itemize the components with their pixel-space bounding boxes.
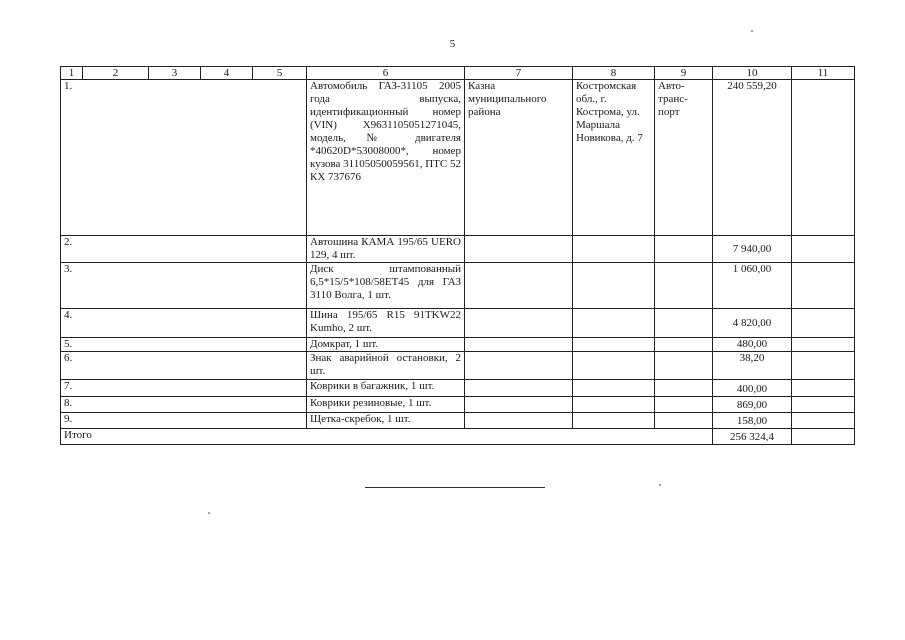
- column-header: 11: [792, 67, 855, 80]
- item-amount: 38,20: [713, 352, 792, 380]
- table-row: [61, 338, 855, 352]
- column-header: 9: [655, 67, 713, 80]
- column-header: 4: [201, 67, 253, 80]
- empty-cell: [573, 338, 655, 352]
- row-number: 6.: [61, 352, 307, 380]
- table-row: [61, 236, 855, 263]
- row-number: 7.: [61, 380, 307, 397]
- table-row: [61, 80, 855, 236]
- total-row: [61, 429, 855, 445]
- scan-speck: [659, 484, 661, 486]
- item-address: Костромская обл., г. Кострома, ул. Маршала Новикова, д. 7: [573, 80, 655, 236]
- row-number: 1.: [61, 80, 307, 236]
- empty-cell: [792, 429, 855, 445]
- column-header: 6: [307, 67, 465, 80]
- empty-cell: [792, 380, 855, 397]
- item-description: Шина 195/65 R15 91TKW22 Kumho, 2 шт.: [307, 309, 465, 338]
- column-header: 7: [465, 67, 573, 80]
- empty-cell: [465, 352, 573, 380]
- empty-cell: [655, 309, 713, 338]
- empty-cell: [465, 236, 573, 263]
- item-amount: 158,00: [713, 413, 792, 429]
- empty-cell: [465, 413, 573, 429]
- empty-cell: [573, 380, 655, 397]
- property-table: [60, 66, 855, 445]
- page-number: 5: [449, 38, 456, 50]
- empty-cell: [573, 236, 655, 263]
- item-amount: 869,00: [713, 397, 792, 413]
- item-description: Коврики резиновые, 1 шт.: [307, 397, 465, 413]
- scan-speck: [208, 512, 210, 514]
- empty-cell: [573, 352, 655, 380]
- empty-cell: [792, 236, 855, 263]
- empty-cell: [655, 338, 713, 352]
- table-row: [61, 413, 855, 429]
- table-row: [61, 397, 855, 413]
- empty-cell: [655, 263, 713, 309]
- item-description: Щетка-скребок, 1 шт.: [307, 413, 465, 429]
- empty-cell: [655, 236, 713, 263]
- column-header: 3: [149, 67, 201, 80]
- item-amount: 7 940,00: [713, 236, 792, 263]
- table-row: [61, 309, 855, 338]
- empty-cell: [792, 338, 855, 352]
- total-amount: 256 324,4: [713, 429, 792, 445]
- total-label: Итого: [61, 429, 713, 445]
- table-row: [61, 263, 855, 309]
- empty-cell: [792, 80, 855, 236]
- item-amount: 400,00: [713, 380, 792, 397]
- item-description: Автошина КАМА 195/65 UERO 129, 4 шт.: [307, 236, 465, 263]
- row-number: 2.: [61, 236, 307, 263]
- item-description: Диск штампованный 6,5*15/5*108/58ET45 для ГАЗ 3110 Волга, 1 шт.: [307, 263, 465, 309]
- column-header: 2: [83, 67, 149, 80]
- row-number: 4.: [61, 309, 307, 338]
- empty-cell: [792, 309, 855, 338]
- empty-cell: [655, 352, 713, 380]
- item-category: Авто-транс-порт: [655, 80, 713, 236]
- item-amount: 480,00: [713, 338, 792, 352]
- empty-cell: [792, 413, 855, 429]
- item-description: Знак аварийной остановки, 2 шт.: [307, 352, 465, 380]
- item-description: Автомобиль ГАЗ-31105 2005 года выпуска, идентификационный номер (VIN) X9631105051271045, модель, № двигателя *40620D*53008000*, номер кузова 31105050059561, ПТС 52 КХ 737676: [307, 80, 465, 236]
- row-number: 9.: [61, 413, 307, 429]
- footer-divider: [365, 487, 545, 488]
- scan-speck: [751, 30, 753, 32]
- empty-cell: [465, 338, 573, 352]
- empty-cell: [655, 397, 713, 413]
- row-number: 8.: [61, 397, 307, 413]
- empty-cell: [792, 352, 855, 380]
- empty-cell: [573, 413, 655, 429]
- empty-cell: [573, 397, 655, 413]
- row-number: 3.: [61, 263, 307, 309]
- item-owner: Казна муниципального района: [465, 80, 573, 236]
- table-row: [61, 380, 855, 397]
- column-header: 1: [61, 67, 83, 80]
- empty-cell: [655, 380, 713, 397]
- empty-cell: [465, 397, 573, 413]
- table-row: [61, 352, 855, 380]
- item-amount: 1 060,00: [713, 263, 792, 309]
- item-amount: 4 820,00: [713, 309, 792, 338]
- empty-cell: [792, 397, 855, 413]
- empty-cell: [792, 263, 855, 309]
- empty-cell: [655, 413, 713, 429]
- empty-cell: [465, 380, 573, 397]
- column-header: 8: [573, 67, 655, 80]
- row-number: 5.: [61, 338, 307, 352]
- item-description: Коврики в багажник, 1 шт.: [307, 380, 465, 397]
- empty-cell: [465, 263, 573, 309]
- empty-cell: [573, 263, 655, 309]
- column-header: 10: [713, 67, 792, 80]
- empty-cell: [573, 309, 655, 338]
- item-description: Домкрат, 1 шт.: [307, 338, 465, 352]
- column-header: 5: [253, 67, 307, 80]
- empty-cell: [465, 309, 573, 338]
- header-row: [61, 67, 855, 80]
- item-amount: 240 559,20: [713, 80, 792, 236]
